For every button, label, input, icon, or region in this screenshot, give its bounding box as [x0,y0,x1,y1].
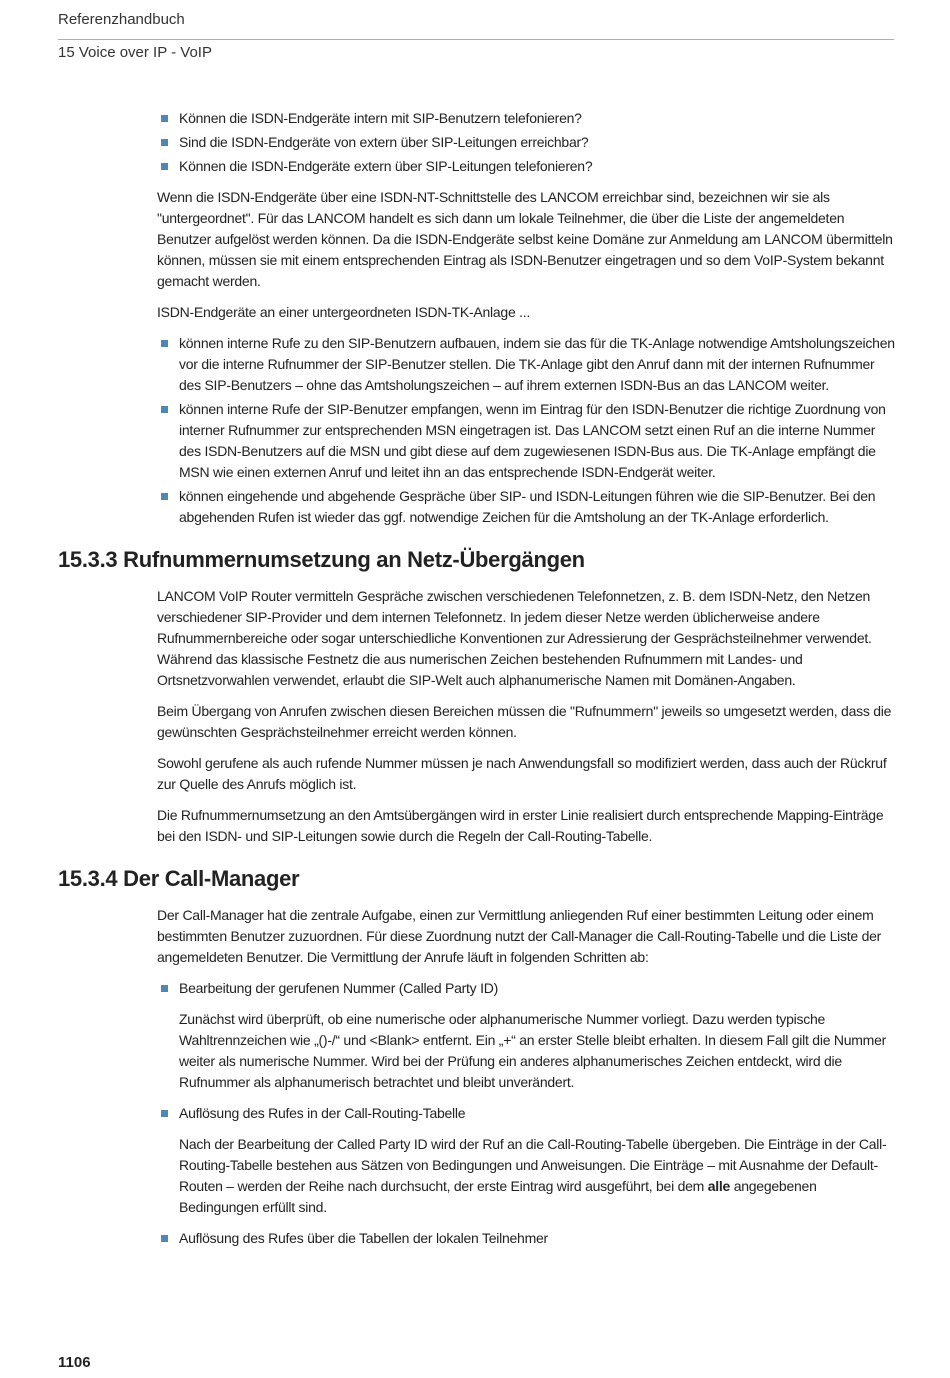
page-number: 1106 [58,1354,91,1371]
bullet-icon [161,1110,168,1117]
step2-description: Nach der Bearbeitung der Called Party ID wird der Ruf an die Call-Routing-Tabelle übergeben. Die Einträge in der Call-Routing-Tabelle bestehen aus Sätzen von Bedingungen und Anweisungen. Die Einträge – mit Ausnahme der Default-Routen – werden der Reihe nach durchsucht, der erste Eintrag wird ausgeführt, bei dem alle angegebenen Bedingungen erfüllt sind. [179,1136,887,1215]
paragraph: Sowohl gerufene als auch rufende Nummer müssen je nach Anwendungsfall so modifiziert werden, dass auch der Rückruf zur Quelle des Anrufs möglich ist. [157,755,887,792]
paragraph-subordinate: Wenn die ISDN-Endgeräte über eine ISDN-NT-Schnittstelle des LANCOM erreichbar sind, bezeichnen wir sie als "untergeordnet". Für das LANCOM handelt es sich dann um lokale Teilnehmer, die über die Liste der angemeldeten Benutzer aufgelöst werden können. Da die ISDN-Endgeräte selbst keine Domäne zur Anmeldung am LANCOM übermitteln können, müssen sie mit einem entsprechenden Eintrag als ISDN-Benutzer eingetragen und so dem VoIP-System bekannt gemacht werden. [157,189,893,289]
bullet-icon [161,340,168,347]
bullet-icon [161,139,168,146]
list-item: können interne Rufe der SIP-Benutzer empfangen, wenn im Eintrag für den ISDN-Benutzer die richtige Zuordnung von interner Rufnummer zur entsprechenden MSN eingetragen ist. Das LANCOM setzt einen Ruf an die interne Nummer des ISDN-Benutzers auf die MSN und gibt diese auf dem zugewiesenen ISDN-Bus aus. Die TK-Anlage empfängt die MSN wie einen externen Anruf und leitet ihn an das entsprechende ISDN-Endgerät weiter. [157,399,895,483]
list-item: Auflösung des Rufes in der Call-Routing-Tabelle [157,1103,895,1124]
tk-bullet-list [157,333,895,528]
paragraph: Beim Übergang von Anrufen zwischen diesen Bereichen müssen die "Rufnummern" jeweils so umgesetzt werden, dass die gewünschten Gesprächsteilnehmer erreicht werden können. [157,703,892,740]
paragraph: LANCOM VoIP Router vermitteln Gespräche zwischen verschiedenen Telefonnetzen, z. B. dem ISDN-Netz, den Netzen verschiedener SIP-Provider und dem internen Telefonnetz. In jedem dieser Netze werden üblicherweise andere Rufnummernbereiche oder sogar unterschiedliche Konventionen zur Adressierung der Gesprächsteilnehmer verwendet. Während das klassische Festnetz die aus numerischen Zeichen bestehenden Rufnummern mit Landes- und Ortsnetzvorwahlen verwendet, erlaubt die SIP-Welt auch alphanumerische Namen mit Domänen-Angaben. [157,588,872,688]
page-header-chapter: 15 Voice over IP - VoIP [58,44,212,61]
list-item: können interne Rufe zu den SIP-Benutzern aufbauen, indem sie das für die TK-Anlage notwendige Amtsholungszeichen vor die interne Rufnummer der SIP-Benutzer stellen. Die TK-Anlage gibt den Anruf dann mit der internen Rufnummer des SIP-Benutzers – ohne das Amtsholungszeichen – auf ihrem externen ISDN-Bus an das LANCOM weiter. [157,333,895,396]
list-item: Bearbeitung der gerufenen Nummer (Called Party ID) [157,978,895,999]
paragraph: Die Rufnummernumsetzung an den Amtsübergängen wird in erster Linie realisiert durch entsprechende Mapping-Einträge bei den ISDN- und SIP-Leitungen sowie durch die Regeln der Call-Routing-Tabelle. [157,807,884,844]
call-manager-steps [157,1103,895,1124]
bullet-icon [161,406,168,413]
paragraph-tk-intro: ISDN-Endgeräte an einer untergeordneten ISDN-TK-Anlage ... [157,304,531,320]
page-header-title: Referenzhandbuch [58,11,185,28]
step1-description: Zunächst wird überprüft, ob eine numerische oder alphanumerische Nummer vorliegt. Dazu werden typische Wahltrennzeichen wie „()-/“ und <Blank> entfernt. Ein „+“ an erster Stelle bleibt erhalten. In diesem Fall gilt die Nummer weiter als numerische Nummer. Wird bei der Prüfung ein anderes alphanumerisches Zeichen entdeckt, wird die Rufnummer als alphanumerisch betrachtet und bleibt unverändert. [179,1011,887,1090]
call-manager-steps [157,1228,895,1249]
bullet-icon [161,985,168,992]
list-item: können eingehende und abgehende Gespräche über SIP- und ISDN-Leitungen führen wie die SIP-Benutzer. Bei den abgehenden Rufen ist wieder das ggf. notwendige Zeichen für die Amtsholung an der TK-Anlage erforderlich. [157,486,895,528]
list-item: Können die ISDN-Endgeräte extern über SIP-Leitungen telefonieren? [157,156,895,177]
intro-bullet-list [157,108,895,177]
list-item: Auflösung des Rufes über die Tabellen der lokalen Teilnehmer [157,1228,895,1249]
bullet-icon [161,163,168,170]
section-heading-15-3-4: 15.3.4 Der Call-Manager [58,866,300,891]
header-rule [58,39,894,40]
page-content [58,108,895,1259]
section-heading-15-3-3: 15.3.3 Rufnummernumsetzung an Netz-Übergängen [58,547,585,572]
emphasis: alle [707,1178,731,1194]
list-item: Sind die ISDN-Endgeräte von extern über SIP-Leitungen erreichbar? [157,132,895,153]
paragraph-call-manager-intro: Der Call-Manager hat die zentrale Aufgabe, einen zur Vermittlung anliegenden Ruf einer bestimmten Leitung oder einem bestimmten Benutzer zuzuordnen. Für diese Zuordnung nutzt der Call-Manager die Call-Routing-Tabelle und die Liste der angemeldeten Benutzer. Die Vermittlung der Anrufe läuft in folgenden Schritten ab: [157,907,882,965]
call-manager-steps [157,978,895,999]
list-item: Können die ISDN-Endgeräte intern mit SIP-Benutzern telefonieren? [157,108,895,129]
bullet-icon [161,115,168,122]
bullet-icon [161,493,168,500]
bullet-icon [161,1235,168,1242]
